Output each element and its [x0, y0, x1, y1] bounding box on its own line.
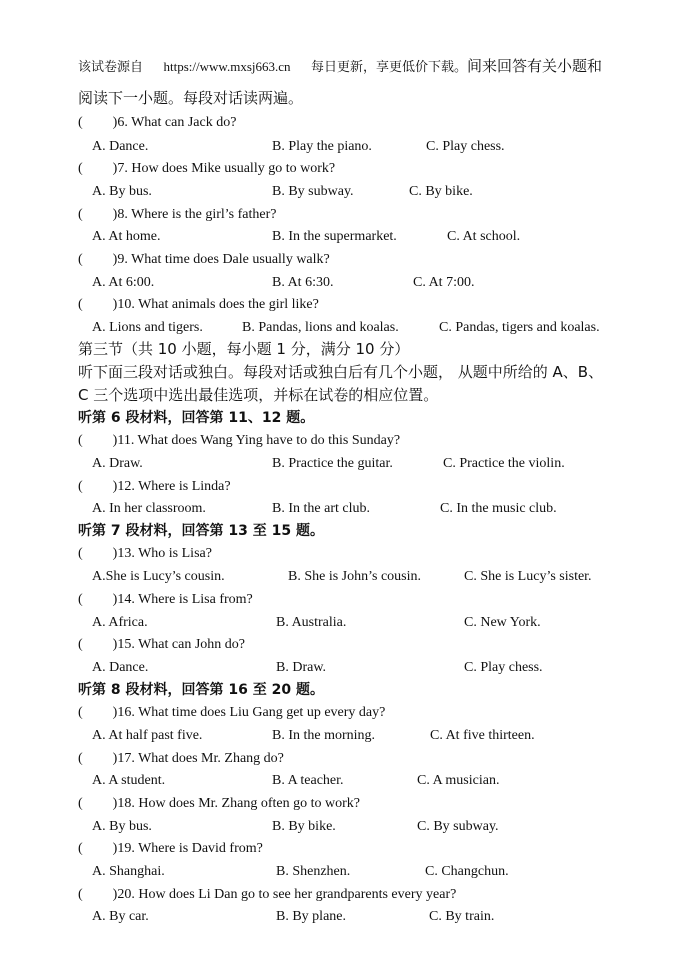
heading-passage-8: 听第 8 段材料，回答第 16 至 20 题。 — [78, 682, 324, 698]
option-b: B. Shenzhen. — [276, 864, 351, 879]
option-c: C. Play chess. — [426, 139, 505, 154]
question-6 — [78, 114, 236, 132]
question-19 — [78, 840, 263, 858]
answer-paren[interactable]: ( — [78, 161, 83, 176]
answer-paren[interactable]: ( — [78, 433, 83, 448]
answer-paren[interactable]: ( — [78, 796, 83, 811]
question-8 — [78, 206, 276, 224]
question-11 — [78, 432, 400, 450]
option-b: B. By bike. — [272, 819, 336, 834]
question-stem: )11. What does Wang Ying have to do this Sunday? — [112, 433, 401, 448]
option-a: A. Draw. — [92, 456, 143, 471]
question-10 — [78, 296, 319, 314]
question-stem: )15. What can John do? — [112, 637, 245, 652]
option-b: B. At 6:30. — [272, 275, 334, 290]
option-a: A. At half past five. — [92, 728, 203, 743]
option-a: A. Lions and tigers. — [92, 320, 203, 335]
question-stem: )7. How does Mike usually go to work? — [112, 161, 336, 176]
question-9 — [78, 251, 330, 269]
option-b: B. In the morning. — [272, 728, 376, 743]
question-stem: )16. What time does Liu Gang get up every day? — [112, 705, 386, 720]
answer-paren[interactable]: ( — [78, 887, 83, 902]
question-12 — [78, 478, 231, 496]
header-url[interactable]: https://www.mxsj663.cn — [163, 59, 291, 74]
option-c: C. A musician. — [417, 773, 500, 788]
heading-passage-7: 听第 7 段材料，回答第 13 至 15 题。 — [78, 523, 324, 539]
question-stem: )17. What does Mr. Zhang do? — [112, 751, 284, 766]
question-stem: )14. Where is Lisa from? — [112, 592, 253, 607]
option-c: C. By bike. — [409, 184, 473, 199]
question-14 — [78, 591, 253, 609]
option-c: C. At school. — [447, 229, 521, 244]
header-instruction-line2: 阅读下一小题。每段对话读两遍。 — [78, 89, 304, 107]
option-b: B. In the art club. — [272, 501, 370, 516]
heading-passage-6: 听第 6 段材料，回答第 11、12 题。 — [78, 410, 315, 426]
option-a: A. Dance. — [92, 660, 149, 675]
option-a: A. Dance. — [92, 139, 149, 154]
header-instruction: 间来回答有关小题和 — [467, 57, 603, 75]
answer-paren[interactable]: ( — [78, 297, 83, 312]
option-b: B. In the supermarket. — [272, 229, 397, 244]
option-b: B. She is John’s cousin. — [288, 569, 422, 584]
option-b: B. By plane. — [276, 909, 346, 924]
section3-title: 第三节（共 10 小题，每小题 1 分，满分 10 分） — [78, 340, 410, 358]
question-13 — [78, 545, 212, 563]
option-a: A. A student. — [92, 773, 166, 788]
question-stem: )13. Who is Lisa? — [112, 546, 212, 561]
answer-paren[interactable]: ( — [78, 751, 83, 766]
option-b: B. Play the piano. — [272, 139, 372, 154]
option-c: C. Changchun. — [425, 864, 509, 879]
answer-paren[interactable]: ( — [78, 705, 83, 720]
answer-paren[interactable]: ( — [78, 592, 83, 607]
option-b: B. Draw. — [276, 660, 327, 675]
option-b: B. Australia. — [276, 615, 347, 630]
option-c: C. At 7:00. — [413, 275, 475, 290]
question-stem: )18. How does Mr. Zhang often go to work? — [112, 796, 360, 811]
section3-instruction-1: 听下面三段对话或独白。每段对话或独白后有几个小题， 从题中所给的 A、B、 — [78, 363, 604, 381]
question-stem: )19. Where is David from? — [112, 841, 263, 856]
option-c: C. At five thirteen. — [430, 728, 535, 743]
option-b: B. A teacher. — [272, 773, 344, 788]
header-tagline: 每日更新，享更低价下载。 — [311, 60, 468, 75]
answer-paren[interactable]: ( — [78, 252, 83, 267]
answer-paren[interactable]: ( — [78, 207, 83, 222]
answer-paren[interactable]: ( — [78, 637, 83, 652]
option-a: A. In her classroom. — [92, 501, 206, 516]
question-16 — [78, 704, 385, 722]
option-c: C. Play chess. — [464, 660, 543, 675]
option-c: C. By subway. — [417, 819, 499, 834]
option-a: A.She is Lucy’s cousin. — [92, 569, 225, 584]
option-c: C. Pandas, tigers and koalas. — [439, 320, 600, 335]
question-20 — [78, 886, 456, 904]
question-stem: )20. How does Li Dan go to see her grandparents every year? — [112, 887, 457, 902]
option-b: B. Pandas, lions and koalas. — [242, 320, 399, 335]
option-b: B. By subway. — [272, 184, 354, 199]
option-c: C. New York. — [464, 615, 541, 630]
question-stem: )8. Where is the girl’s father? — [112, 207, 277, 222]
question-stem: )6. What can Jack do? — [112, 115, 237, 130]
answer-paren[interactable]: ( — [78, 841, 83, 856]
question-stem: )12. Where is Linda? — [112, 479, 231, 494]
header-line — [78, 57, 602, 77]
option-a: A. Africa. — [92, 615, 148, 630]
option-a: A. Shanghai. — [92, 864, 165, 879]
question-15 — [78, 636, 245, 654]
question-stem: )9. What time does Dale usually walk? — [112, 252, 330, 267]
option-a: A. At 6:00. — [92, 275, 155, 290]
option-c: C. She is Lucy’s sister. — [464, 569, 592, 584]
option-c: C. By train. — [429, 909, 495, 924]
question-18 — [78, 795, 360, 813]
option-b: B. Practice the guitar. — [272, 456, 393, 471]
question-7 — [78, 160, 335, 178]
option-c: C. Practice the violin. — [443, 456, 565, 471]
option-a: A. At home. — [92, 229, 161, 244]
header-source: 该试卷源自 — [78, 60, 144, 75]
option-a: A. By car. — [92, 909, 149, 924]
answer-paren[interactable]: ( — [78, 479, 83, 494]
option-a: A. By bus. — [92, 819, 152, 834]
question-17 — [78, 750, 284, 768]
option-a: A. By bus. — [92, 184, 152, 199]
answer-paren[interactable]: ( — [78, 546, 83, 561]
option-c: C. In the music club. — [440, 501, 557, 516]
section3-instruction-2: C 三个选项中选出最佳选项，并标在试卷的相应位置。 — [78, 386, 439, 404]
question-stem: )10. What animals does the girl like? — [112, 297, 319, 312]
answer-paren[interactable]: ( — [78, 115, 83, 130]
